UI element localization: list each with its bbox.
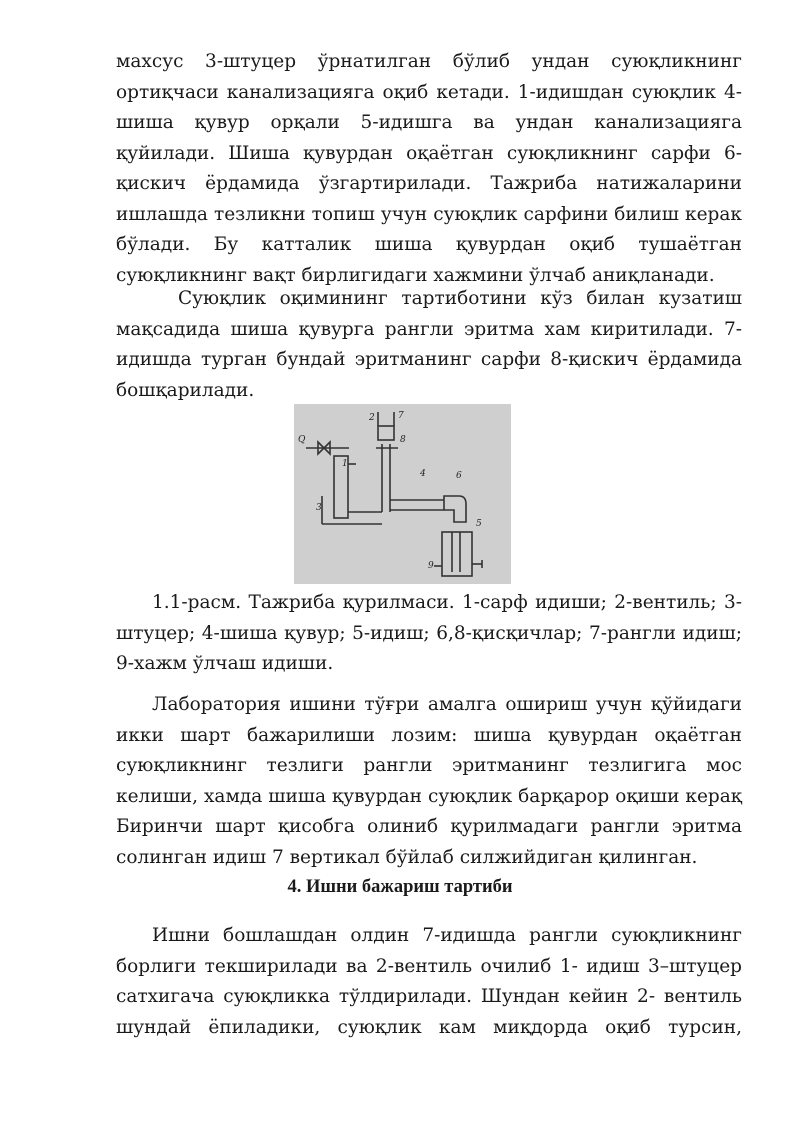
- label-4: 4: [420, 469, 426, 479]
- label-7: 7: [398, 411, 404, 421]
- label-9: 9: [428, 561, 434, 571]
- label-q: Q: [298, 435, 306, 445]
- label-5: 5: [476, 519, 482, 529]
- paragraph-2: Суюқлик оқимининг тартиботини кўз билан кузатиш мақсадида шиша қувурга рангли эритма хам киритилади. 7-идишда турган бундай эритманинг сарфи 8-қискич ёрдамида бошқарилади.: [116, 288, 742, 401]
- section-heading: 4. Ишни бажариш тартиби: [287, 877, 513, 897]
- paragraph-3: Лаборатория ишини тўғри амалга ошириш учун қўйидаги икки шарт бажарилиши лозим: шиша қувурдан оқаётган суюқликнинг тезлиги рангли эритманинг тезлигига мос келиши, хамда шиша қувурдан суюқлик барқарор оқиши керақ Биринчи шарт қисобга олиниб қурилмадаги рангли эритма солинган идиш 7 вертикал бўйлаб силжийдиган қилинган.: [116, 694, 742, 868]
- paragraph-1: махсус 3-штуцер ўрнатилган бўлиб ундан суюқликнинг ортиқчаси канализацияга оқиб кетади. 1-идишдан суюқлик 4-шиша қувур орқали 5-идишга ва ундан канализацияга қуйилади. Шиша қувурдан оқаётган суюқликнинг сарфи 6-қискич ёрдамида ўзгартирилади. Тажриба натижаларини ишлашда тезликни топиш учун суюқлик сарфини билиш керак бўлади. Бу катталик шиша қувурдан оқиб тушаётган суюқликнинг вақт бирлигидаги хажмини ўлчаб аниқланади.: [116, 51, 742, 286]
- label-6: 6: [456, 471, 462, 481]
- experiment-setup-figure: [294, 404, 511, 584]
- paragraph-4: Ишни бошлашдан олдин 7-идишда рангли суюқликнинг борлиги текширилади ва 2-вентиль очилиб 1- идиш 3–штуцер сатхигача суюқликка тўлдирилади. Шундан кейин 2- вентиль шундай ёпиладики, суюқлик кам миқдорда оқиб турсин,: [116, 925, 742, 1038]
- setup-diagram: [294, 404, 511, 584]
- figure-caption: 1.1-расм. Тажриба қурилмаси. 1-сарф идиши; 2-вентиль; 3-штуцер; 4-шиша қувур; 5-идиш; 6,8-қисқичлар; 7-рангли идиш; 9-хажм ўлчаш идиши.: [116, 592, 742, 674]
- label-2: 2: [369, 413, 375, 423]
- label-3: 3: [316, 503, 322, 513]
- label-8: 8: [400, 435, 406, 445]
- label-1: 1: [342, 459, 348, 469]
